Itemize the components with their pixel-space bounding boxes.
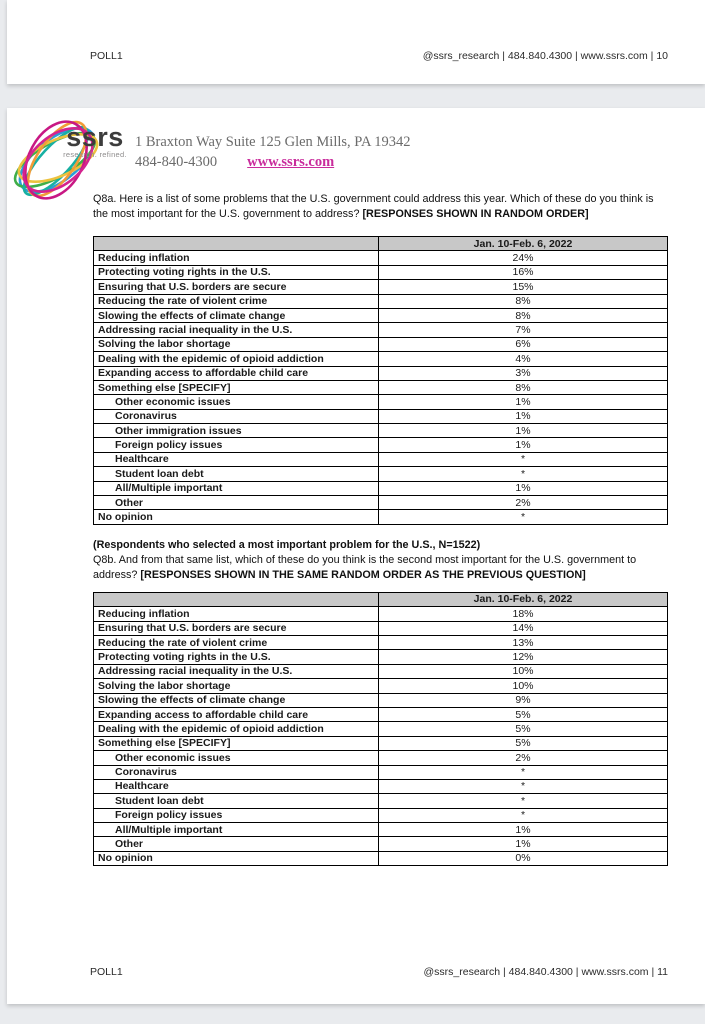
table-row <box>94 265 668 279</box>
table-row <box>94 851 668 865</box>
table-row <box>94 736 668 750</box>
table-row <box>94 722 668 736</box>
row-value: 1% <box>379 837 668 851</box>
q8a-results-table <box>93 236 668 525</box>
table-row <box>94 395 668 409</box>
ssrs-logo-wordmark: ssrs <box>66 122 124 152</box>
table-row <box>94 337 668 351</box>
header-empty-cell <box>94 237 379 251</box>
row-value: 6% <box>379 337 668 351</box>
row-value: 2% <box>379 496 668 510</box>
row-value: 0% <box>379 851 668 865</box>
table-row <box>94 808 668 822</box>
row-value: 4% <box>379 352 668 366</box>
row-value: * <box>379 765 668 779</box>
row-label: Addressing racial inequality in the U.S. <box>94 323 379 337</box>
website-link[interactable]: www.ssrs.com <box>247 154 335 170</box>
row-value: 8% <box>379 380 668 394</box>
table-row <box>94 751 668 765</box>
row-label: All/Multiple important <box>94 481 379 495</box>
table-row <box>94 650 668 664</box>
header-empty-cell <box>94 592 379 606</box>
row-value: 5% <box>379 736 668 750</box>
q8a-text: Q8a. Here is a list of some problems that the U.S. government could address this year. Which of these do you think is the most important for the U.S. government to address? <box>93 193 654 220</box>
row-label: Dealing with the epidemic of opioid addiction <box>94 722 379 736</box>
row-value: 1% <box>379 424 668 438</box>
row-label: No opinion <box>94 510 379 524</box>
table-row <box>94 779 668 793</box>
page-11 <box>7 108 705 1004</box>
footer-contact-info: @ssrs_research | 484.840.4300 | www.ssrs.com | 10 <box>422 50 668 62</box>
page-11-footer <box>7 966 705 978</box>
row-value: 2% <box>379 751 668 765</box>
footer-doc-label: POLL1 <box>90 50 123 62</box>
row-label: Expanding access to affordable child care <box>94 366 379 380</box>
row-label: Ensuring that U.S. borders are secure <box>94 280 379 294</box>
header-date-cell: Jan. 10-Feb. 6, 2022 <box>379 237 668 251</box>
table-row <box>94 481 668 495</box>
row-label: Other <box>94 837 379 851</box>
table-row <box>94 438 668 452</box>
row-value: 24% <box>379 251 668 265</box>
address-line: 1 Braxton Way Suite 125 Glen Mills, PA 19342 <box>135 134 411 150</box>
row-label: No opinion <box>94 851 379 865</box>
row-value: * <box>379 452 668 466</box>
table-row <box>94 352 668 366</box>
row-value: 10% <box>379 664 668 678</box>
table-row <box>94 294 668 308</box>
row-value: 1% <box>379 395 668 409</box>
footer-contact-info: @ssrs_research | 484.840.4300 | www.ssrs.com | 11 <box>423 966 668 978</box>
row-value: 7% <box>379 323 668 337</box>
row-value: 8% <box>379 294 668 308</box>
row-label: Slowing the effects of climate change <box>94 308 379 322</box>
table-row <box>94 664 668 678</box>
row-label: Coronavirus <box>94 409 379 423</box>
table-row <box>94 794 668 808</box>
row-value: 5% <box>379 707 668 721</box>
row-label: Reducing the rate of violent crime <box>94 294 379 308</box>
row-label: Foreign policy issues <box>94 808 379 822</box>
table-row <box>94 837 668 851</box>
table-row <box>94 679 668 693</box>
row-label: Reducing the rate of violent crime <box>94 635 379 649</box>
row-value: 13% <box>379 635 668 649</box>
phone-website-line <box>135 152 411 172</box>
table-row <box>94 280 668 294</box>
table-row <box>94 467 668 481</box>
table-row <box>94 635 668 649</box>
page-10-fragment <box>7 0 705 84</box>
row-label: Other economic issues <box>94 751 379 765</box>
row-label: Solving the labor shortage <box>94 337 379 351</box>
table-row <box>94 823 668 837</box>
row-label: Healthcare <box>94 452 379 466</box>
row-label: Slowing the effects of climate change <box>94 693 379 707</box>
table-row <box>94 452 668 466</box>
ssrs-logo-tagline: research. refined. <box>63 150 127 159</box>
row-label: Protecting voting rights in the U.S. <box>94 265 379 279</box>
phone-number: 484-840-4300 <box>135 154 218 170</box>
question-q8a <box>93 192 667 222</box>
q8b-random-order-note: [RESPONSES SHOWN IN THE SAME RANDOM ORDER AS THE PREVIOUS QUESTION] <box>140 568 586 581</box>
row-label: Expanding access to affordable child care <box>94 707 379 721</box>
row-value: * <box>379 467 668 481</box>
row-label: Healthcare <box>94 779 379 793</box>
table-row <box>94 765 668 779</box>
row-label: Other immigration issues <box>94 424 379 438</box>
row-value: 14% <box>379 621 668 635</box>
row-value: * <box>379 808 668 822</box>
row-label: Something else [SPECIFY] <box>94 380 379 394</box>
table-row <box>94 424 668 438</box>
table-row <box>94 409 668 423</box>
row-label: Protecting voting rights in the U.S. <box>94 650 379 664</box>
table-row <box>94 693 668 707</box>
row-value: * <box>379 794 668 808</box>
row-label: Other economic issues <box>94 395 379 409</box>
table-header-row <box>94 592 668 606</box>
row-label: Other <box>94 496 379 510</box>
table-row <box>94 621 668 635</box>
row-value: 9% <box>379 693 668 707</box>
row-label: Solving the labor shortage <box>94 679 379 693</box>
table-row <box>94 380 668 394</box>
row-label: Foreign policy issues <box>94 438 379 452</box>
row-label: Reducing inflation <box>94 251 379 265</box>
table-row <box>94 308 668 322</box>
row-label: Dealing with the epidemic of opioid addiction <box>94 352 379 366</box>
row-label: Addressing racial inequality in the U.S. <box>94 664 379 678</box>
row-value: 1% <box>379 481 668 495</box>
row-label: All/Multiple important <box>94 823 379 837</box>
row-value: 1% <box>379 823 668 837</box>
row-label: Ensuring that U.S. borders are secure <box>94 621 379 635</box>
table-header-row <box>94 237 668 251</box>
respondents-note: (Respondents who selected a most important problem for the U.S., N=1522) <box>93 538 481 551</box>
row-value: 12% <box>379 650 668 664</box>
row-label: Reducing inflation <box>94 607 379 621</box>
row-value: 18% <box>379 607 668 621</box>
q8a-random-order-note: [RESPONSES SHOWN IN RANDOM ORDER] <box>362 208 589 220</box>
table-row <box>94 366 668 380</box>
row-value: * <box>379 510 668 524</box>
row-value: 1% <box>379 409 668 423</box>
footer-doc-label: POLL1 <box>90 966 123 978</box>
ssrs-logo <box>11 108 143 210</box>
header-date-cell: Jan. 10-Feb. 6, 2022 <box>379 592 668 606</box>
table-row <box>94 707 668 721</box>
contact-block <box>135 132 411 172</box>
q8b-results-table <box>93 592 668 866</box>
row-value: 8% <box>379 308 668 322</box>
row-value: * <box>379 779 668 793</box>
letterhead <box>7 108 705 192</box>
row-label: Something else [SPECIFY] <box>94 736 379 750</box>
question-q8b-block <box>93 538 667 583</box>
page-10-footer <box>7 50 705 62</box>
row-value: 15% <box>379 280 668 294</box>
row-label: Student loan debt <box>94 794 379 808</box>
row-value: 16% <box>379 265 668 279</box>
ssrs-logo-text <box>47 124 143 159</box>
table-row <box>94 607 668 621</box>
row-label: Coronavirus <box>94 765 379 779</box>
row-label: Student loan debt <box>94 467 379 481</box>
table-row <box>94 510 668 524</box>
q8b-text: Q8b. And from that same list, which of these do you think is the second most important for the U.S. government to address? <box>93 553 637 581</box>
question-q8b <box>93 553 667 583</box>
row-value: 5% <box>379 722 668 736</box>
row-value: 3% <box>379 366 668 380</box>
table-row <box>94 496 668 510</box>
table-row <box>94 251 668 265</box>
table-row <box>94 323 668 337</box>
row-value: 10% <box>379 679 668 693</box>
row-value: 1% <box>379 438 668 452</box>
